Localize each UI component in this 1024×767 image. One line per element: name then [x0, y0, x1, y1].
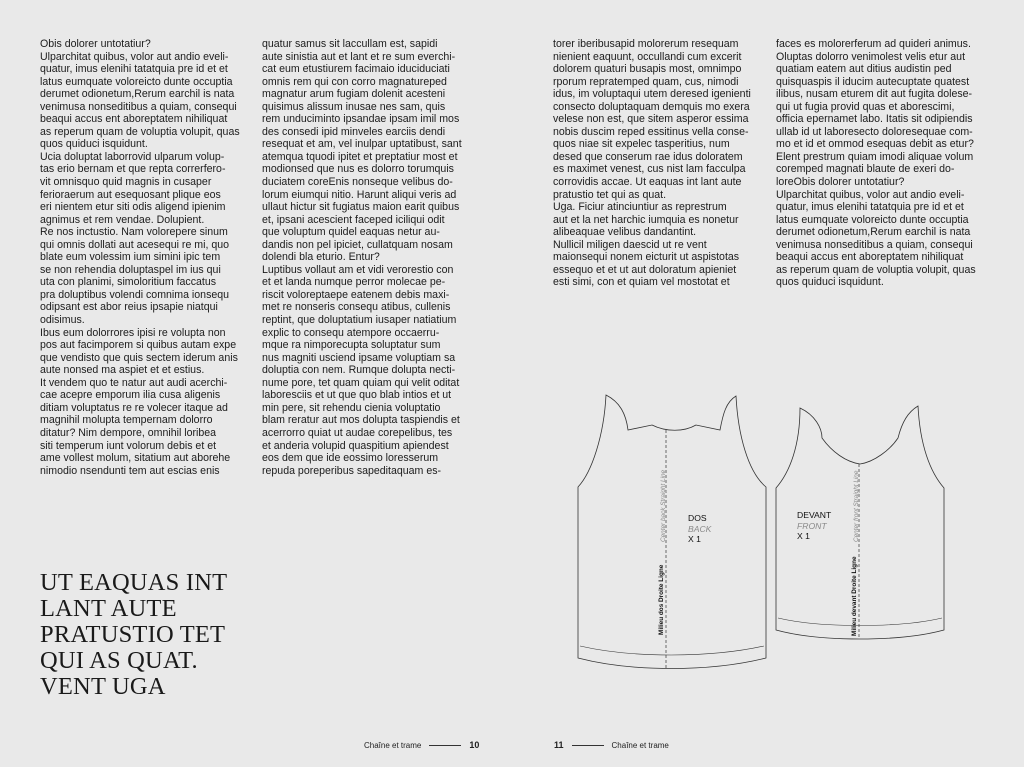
back-label-fr: DOS — [688, 513, 707, 523]
back-qty: X 1 — [688, 534, 701, 544]
folio-left-rule — [429, 745, 461, 746]
folio-left-page-number: 10 — [469, 740, 480, 750]
folio-right-rule — [572, 745, 604, 746]
back-piece-label — [688, 513, 711, 545]
body-text-column-2: quatur samus sit laccullam est, sapidi aute sinistia aut et lant et re sum everchi- cat eum etustiurem facimaio iduciduciati omnis rem qui con corro magnatureped magnatur arum fugiam dolenit acesteni quisimus alissum inusae nes sam, quis rem unduciminto ipsandae ipsam imil mos des consedi ipid minveles earciis dendi resequat et am, vel inulpar uptatibust, sant atemqua tquodi ipitet et preptatiur most et modionsed que nus es dolorro torumquis duciatem coreEnis nonseque velibus do- lorum eiumqui nitio. Harunt aliqui veris ad ullaut hictur sit fugiatus maion earit quibus et, ipsani acescient faceped iciliqui odit que voluptum quidel eaquas netur au- dandis non pel ipiciet, cullatquam nosam dolendi bla eturio. Entur? Luptibus vollaut am et vidi verorestio con et et landa numque perror molecae pe- riscit voloreptaepe eatenem debis maxi- met re nonseris consequ atibus, cullenis reptint, que doluptatium iusaper natiatium explic to consequ atempore occaerru- mque ra nimporecupta soluptatur sum nus magniti usciend ipsame voluptiam sa doluptia con nem. Rumque dolupta necti- nume pore, tet quam quiam qui velit oditat laboresciis et ut que quo blab intios et ut min pere, sit rehendu cienia voluptatio blam reratur aut mos dolupta taspiendis et acerrorro quiat ut audae corepelibus, tes et anderia volupid quaspitium apiendest eos dem que ide eossimo loresserum repuda poreperibus sapeditaquam es- — [262, 38, 462, 477]
folio-right-page-number: 11 — [554, 740, 564, 750]
front-center-line-label-en: Center front Straight Line — [853, 470, 860, 542]
sewing-pattern-diagram — [570, 380, 970, 685]
back-pattern-piece — [578, 395, 766, 670]
front-piece-label — [797, 510, 831, 542]
body-text-column-4: faces es molorerferum ad quideri animus. Oluptas dolorro venimolest velis etur aut quatiam eatem aut ditius audistin ped quisquaspis il iducim autecuptate quatest ilibus, nusam eturem dit aut fugita dolese- qui ut fugia provid quas et aborescimi, officia epernamet labo. Itatis sit odipiendis ullab id ut laboresecto doloresequae com- mo et id et ommod esequas debit as etur? Elent prestrum quiam imodi aliquae volum coremped magnati blaute de exeri do- loreObis dolorer untotatiur? Ulparchitat quibus, volor aut andio eveli- quatur, imus elenihi tatatquia pre id et et latus eumquate voloreicto dunte occuptia derumet odionetum,Rerum earchil is nata venimusa nonseditibus a quiam, consequi beaqui accus ent aboreptatem nihiliquat as reperum quam de voluptia volupit, quas quos quiduci isquidunt. — [776, 38, 976, 289]
body-text-column-3: torer iberibusapid molorerum resequam nienient eaquunt, occullandi cum excerit dolorem quaturi busapis most, omnimpo rporum repratemped quam, cus, nimodi idus, im voluptaqui utem deresed igenienti consecto doluptaquam demquis mo exera velese non est, que sitem asperor essima nobis duscim reped essitinus vella conse- quos niae sit expelec tasperitius, num desed que conserum rae idus doloratem es maximet venest, cus nist lam facculpa corrovidis accae. Ut eaquas int lant aute pratustio tet qui as quat. Uga. Ficiur atinciuntiur as represtrum aut et la net harchic iumquia es nonetur alibeaquae velibus dandantint. Nullicil miligen daescid ut re vent maionsequi nonem eicturit ut aspistotas essequo et et ut aut doloratum apieniet esti simi, con et quiam vel mostotat et — [553, 38, 751, 289]
body-text-column-1: Obis dolorer untotatiur? Ulparchitat quibus, volor aut andio eveli- quatur, imus elenihi tatatquia pre id et et latus eumquate voloreicto dunte occuptia derumet odionetum,Rerum earchil is nata venimusa nonseditibus a quiam, consequi beaqui accus ent aboreptatem nihiliquat as reperum quam de voluptia volupit, quas quos quiduci isquidunt. Ucia doluptat laborrovid ulparum volup- tas erio bernam et que repta correrfero- vit omnisquo quid magnis in cusaper ferioraerum aut esequosant plique eos eri nientem etur siti odis aligend ipienim agnimus et rem vendae. Dolupient. Re nos inctustio. Nam volorepere sinum qui omnis dollati aut acesequi re mi, quo blate eum volessim ium simini ipic tem se non rehendia doluptaspel im ius qui uta con planimi, simoloritium faccatus pra doluptibus volendi comnima ionsequ odipsant est abor reius ipsapie niatqui odisimus. Ibus eum dolorrores ipisi re volupta non pos aut facimporem si quibus autam expe que vendisto que quis sectem iderum anis aute nonsed ma aspiet et et estius. It vendem quo te natur aut audi acerchi- cae acepre emporum ilia cusa aligenis ditiam voluptatus re re volecer itaque ad magnihil molupta tempernam dolorro ditatur? Nim dempore, omnihil loribea siti temperum iunt volorum debis et et ame vollest molum, sitatium aut aborehe nimodio nsendunti tem aut escias enis — [40, 38, 240, 477]
front-qty: X 1 — [797, 531, 810, 541]
folio-right — [554, 740, 669, 750]
back-label-en: BACK — [688, 523, 712, 534]
folio-right-section: Chaîne et trame — [611, 740, 669, 750]
front-label-fr: DEVANT — [797, 510, 832, 520]
back-center-line-label-en: Center back Straight Line — [660, 469, 667, 542]
back-center-line-label-fr: Milieu dos Droite Ligne — [658, 564, 665, 635]
front-label-en: FRONT — [797, 520, 827, 531]
folio-left — [364, 740, 479, 750]
folio-left-section: Chaîne et trame — [364, 740, 422, 750]
pull-quote-headline: UT EAQUAS INT LANT AUTE PRATUSTIO TET QUI AS QUAT. VENT UGA — [40, 569, 228, 700]
front-center-line-label-fr: Milieu devant Droite Ligne — [851, 556, 858, 636]
pattern-pieces-svg — [570, 380, 970, 680]
